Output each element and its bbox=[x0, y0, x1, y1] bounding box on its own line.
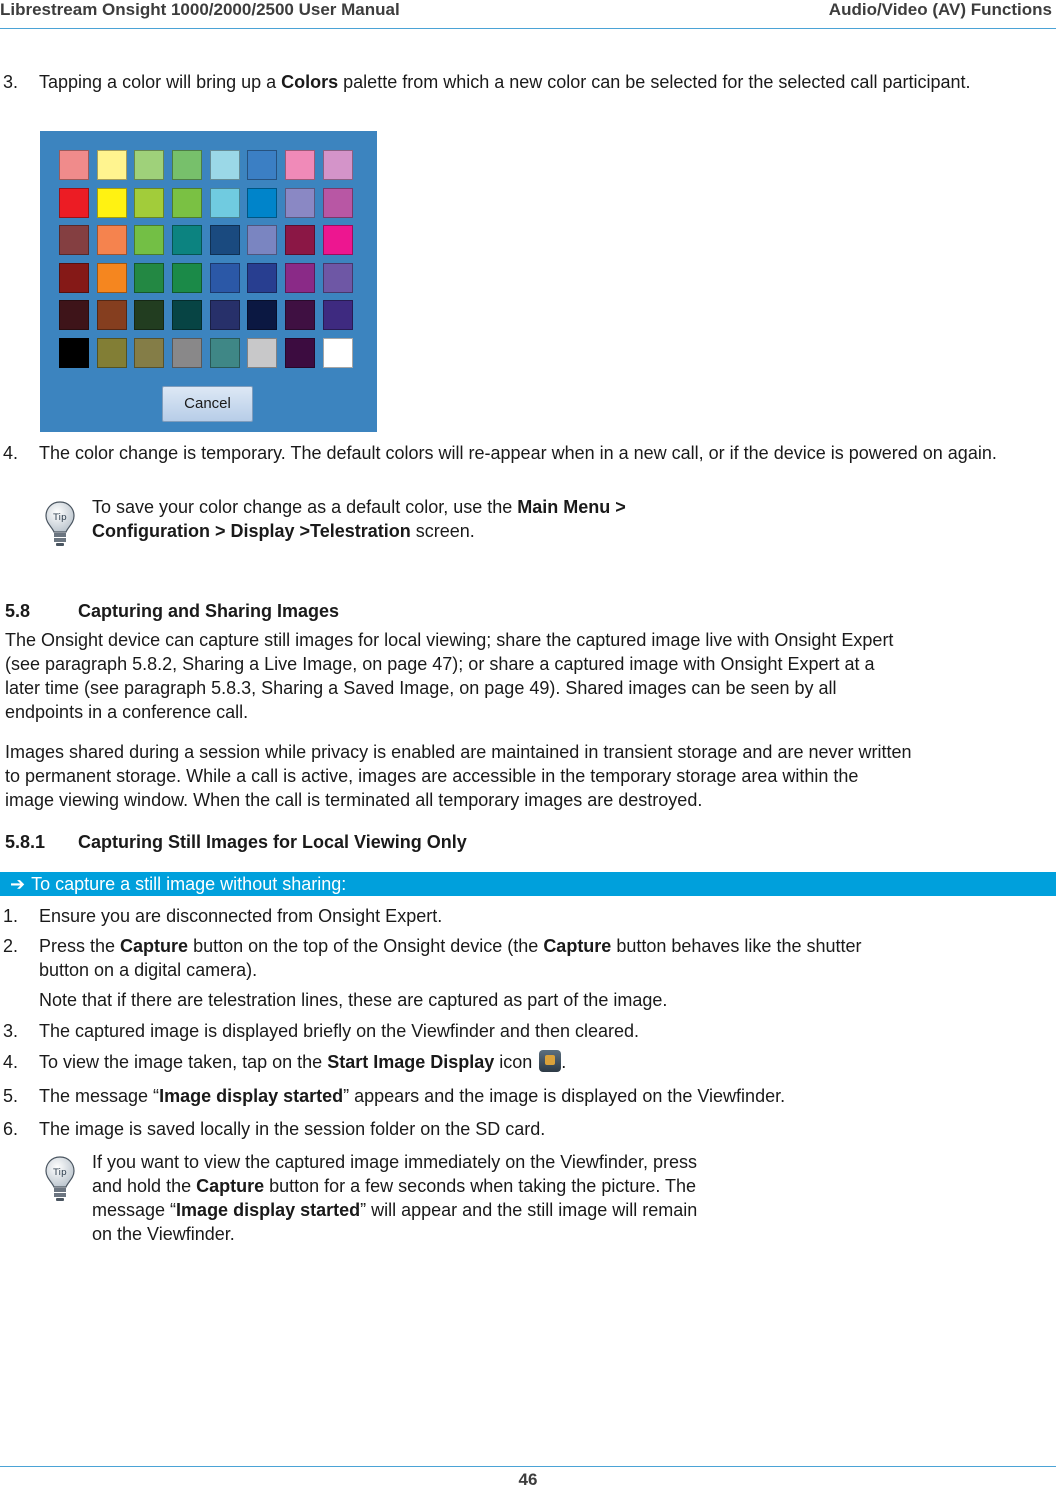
step-text-part: Tapping a color will bring up a bbox=[39, 72, 282, 92]
color-swatch[interactable] bbox=[323, 225, 353, 255]
svg-text:Tip: Tip bbox=[53, 513, 67, 523]
step-text-part: . bbox=[561, 1052, 567, 1072]
color-swatch[interactable] bbox=[134, 150, 164, 180]
step-number: 6. bbox=[3, 1119, 19, 1139]
color-swatch[interactable] bbox=[247, 300, 277, 330]
color-swatch[interactable] bbox=[247, 263, 277, 293]
color-swatch[interactable] bbox=[323, 263, 353, 293]
message-term: Image display started bbox=[176, 1200, 361, 1220]
step-3-capture bbox=[0, 1019, 1050, 1043]
tip-icon bbox=[45, 1155, 75, 1208]
procedure-banner bbox=[0, 872, 1056, 896]
color-swatch[interactable] bbox=[59, 188, 89, 218]
step-text: The image is saved locally in the session folder on the SD card. bbox=[39, 1119, 546, 1139]
step-text-part: ” appears and the image is displayed on the Viewfinder. bbox=[343, 1086, 786, 1106]
cancel-button[interactable]: Cancel bbox=[162, 386, 253, 422]
section-heading-5-8-1 bbox=[5, 830, 467, 854]
step-text: Ensure you are disconnected from Onsight Expert. bbox=[39, 906, 443, 926]
menu-path: Configuration > Display >Telestration bbox=[92, 521, 411, 541]
step-text: The captured image is displayed briefly on the Viewfinder and then cleared. bbox=[39, 1021, 640, 1041]
tip-line: on the Viewfinder. bbox=[92, 1224, 235, 1244]
color-swatch[interactable] bbox=[172, 263, 202, 293]
color-swatch[interactable] bbox=[97, 263, 127, 293]
section-number: 5.8 bbox=[5, 601, 31, 621]
color-swatch[interactable] bbox=[210, 300, 240, 330]
color-swatch[interactable] bbox=[172, 338, 202, 368]
step-text-part: The message “ bbox=[39, 1086, 160, 1106]
start-image-display-term: Start Image Display bbox=[327, 1052, 495, 1072]
color-swatch[interactable] bbox=[210, 225, 240, 255]
tip-line bbox=[92, 1174, 812, 1198]
tip-line: If you want to view the captured image immediately on the Viewfinder, press bbox=[92, 1152, 697, 1172]
color-swatch[interactable] bbox=[172, 188, 202, 218]
color-swatch[interactable] bbox=[247, 225, 277, 255]
color-swatch[interactable] bbox=[134, 338, 164, 368]
color-swatch[interactable] bbox=[134, 188, 164, 218]
page-number: 46 bbox=[518, 1470, 538, 1489]
capture-term: Capture bbox=[196, 1176, 265, 1196]
tip-1-text bbox=[92, 495, 792, 543]
paragraph-line: to permanent storage. While a call is active, images are accessible in the temporary storage area within the bbox=[5, 766, 859, 786]
step-2 bbox=[0, 934, 1050, 982]
paragraph-line: Images shared during a session while privacy is enabled are maintained in transient storage and are never written bbox=[5, 742, 912, 762]
step-text-part: button on a digital camera). bbox=[39, 960, 258, 980]
tip-text-part: To save your color change as a default color, use the bbox=[92, 497, 518, 517]
color-swatch[interactable] bbox=[97, 188, 127, 218]
section-title: Capturing and Sharing Images bbox=[78, 601, 340, 621]
color-swatch[interactable] bbox=[285, 225, 315, 255]
color-swatch[interactable] bbox=[285, 150, 315, 180]
color-swatch[interactable] bbox=[172, 300, 202, 330]
tip-text-part: and hold the bbox=[92, 1176, 197, 1196]
colors-term: Colors bbox=[281, 72, 339, 92]
step-text bbox=[39, 1084, 1050, 1108]
step-number: 4. bbox=[3, 1052, 19, 1072]
color-swatch[interactable] bbox=[97, 225, 127, 255]
color-swatch[interactable] bbox=[210, 188, 240, 218]
color-swatch[interactable] bbox=[285, 263, 315, 293]
message-term: Image display started bbox=[159, 1086, 344, 1106]
color-swatch[interactable] bbox=[134, 263, 164, 293]
color-swatch[interactable] bbox=[285, 188, 315, 218]
color-swatch[interactable] bbox=[323, 188, 353, 218]
section-5-8-paragraph-1 bbox=[5, 628, 1055, 724]
step-text bbox=[39, 1050, 1050, 1074]
color-swatch[interactable] bbox=[97, 150, 127, 180]
color-swatch[interactable] bbox=[247, 150, 277, 180]
color-swatch[interactable] bbox=[59, 300, 89, 330]
step-3 bbox=[0, 70, 1050, 94]
step-text-part: icon bbox=[494, 1052, 533, 1072]
color-swatch[interactable] bbox=[285, 338, 315, 368]
tip-2-text bbox=[92, 1150, 812, 1246]
menu-path: Main Menu > bbox=[517, 497, 626, 517]
step-number: 2. bbox=[3, 936, 19, 956]
tip-text-part: screen. bbox=[410, 521, 475, 541]
tip-text-part: ” will appear and the still image will remain bbox=[360, 1200, 698, 1220]
color-swatch[interactable] bbox=[210, 338, 240, 368]
step-6 bbox=[0, 1117, 1050, 1141]
section-heading-5-8 bbox=[5, 599, 339, 623]
tip-line bbox=[92, 1198, 812, 1222]
step-1 bbox=[0, 904, 1050, 928]
swatch-grid bbox=[59, 150, 353, 368]
step-number: 3. bbox=[3, 72, 19, 92]
color-swatch[interactable] bbox=[172, 150, 202, 180]
step-text bbox=[39, 70, 1050, 94]
step-number: 1. bbox=[3, 906, 19, 926]
arrow-icon: ➔ bbox=[10, 874, 26, 894]
color-swatch[interactable] bbox=[247, 338, 277, 368]
step-text bbox=[39, 934, 1050, 982]
tip-text-part: button for a few seconds when taking the picture. The bbox=[264, 1176, 697, 1196]
color-swatch[interactable] bbox=[323, 150, 353, 180]
color-swatch[interactable] bbox=[97, 300, 127, 330]
color-swatch[interactable] bbox=[134, 225, 164, 255]
color-swatch[interactable] bbox=[59, 150, 89, 180]
step-5 bbox=[0, 1084, 1050, 1108]
procedure-title: To capture a still image without sharing: bbox=[31, 874, 347, 894]
section-title: Capturing Still Images for Local Viewing Only bbox=[78, 832, 467, 852]
svg-text:Tip: Tip bbox=[53, 1168, 67, 1178]
color-swatch[interactable] bbox=[210, 150, 240, 180]
step-2-note bbox=[0, 988, 1050, 1012]
section-5-8-paragraph-2 bbox=[5, 740, 1055, 812]
paragraph-line: The Onsight device can capture still images for local viewing; share the captured image live with Onsight Expert bbox=[5, 630, 894, 650]
note-text: Note that if there are telestration lines, these are captured as part of the image. bbox=[39, 990, 668, 1010]
color-swatch[interactable] bbox=[323, 300, 353, 330]
color-swatch[interactable] bbox=[97, 338, 127, 368]
footer-divider bbox=[0, 1466, 1056, 1467]
step-text-part: palette from which a new color can be selected for the selected call participant. bbox=[338, 72, 971, 92]
capture-term: Capture bbox=[120, 936, 189, 956]
step-number: 4. bbox=[3, 443, 19, 463]
running-header-title: Librestream Onsight 1000/2000/2500 User Manual bbox=[0, 0, 400, 19]
color-swatch[interactable] bbox=[134, 300, 164, 330]
color-swatch[interactable] bbox=[172, 225, 202, 255]
colors-palette bbox=[40, 131, 377, 432]
color-swatch[interactable] bbox=[59, 338, 89, 368]
step-4-view bbox=[0, 1050, 1050, 1074]
paragraph-line: later time (see paragraph 5.8.3, Sharing a Saved Image, on page 49). Shared images can be seen by all bbox=[5, 678, 837, 698]
color-swatch[interactable] bbox=[59, 263, 89, 293]
capture-term: Capture bbox=[543, 936, 612, 956]
color-swatch[interactable] bbox=[285, 300, 315, 330]
running-header-chapter: Audio/Video (AV) Functions bbox=[828, 0, 1052, 19]
tip-icon bbox=[45, 500, 75, 553]
step-4 bbox=[0, 441, 1050, 465]
header-divider bbox=[0, 28, 1056, 29]
step-number: 5. bbox=[3, 1086, 19, 1106]
color-swatch[interactable] bbox=[210, 263, 240, 293]
step-text-part: button behaves like the shutter bbox=[611, 936, 862, 956]
color-swatch[interactable] bbox=[59, 225, 89, 255]
section-number: 5.8.1 bbox=[5, 832, 46, 852]
step-text: The color change is temporary. The default colors will re-appear when in a new call, or if the device is powered on again. bbox=[39, 443, 997, 463]
paragraph-line: image viewing window. When the call is terminated all temporary images are destroyed. bbox=[5, 790, 703, 810]
paragraph-line: endpoints in a conference call. bbox=[5, 702, 249, 722]
color-swatch[interactable] bbox=[323, 338, 353, 368]
color-swatch[interactable] bbox=[247, 188, 277, 218]
step-number: 3. bbox=[3, 1021, 19, 1041]
step-text-part: To view the image taken, tap on the bbox=[39, 1052, 328, 1072]
step-text-part: button on the top of the Onsight device (the bbox=[188, 936, 544, 956]
step-text-part: Press the bbox=[39, 936, 121, 956]
paragraph-line: (see paragraph 5.8.2, Sharing a Live Image, on page 47); or share a captured image with Onsight Expert at a bbox=[5, 654, 875, 674]
start-image-display-icon bbox=[539, 1050, 561, 1072]
tip-text-part: message “ bbox=[92, 1200, 177, 1220]
